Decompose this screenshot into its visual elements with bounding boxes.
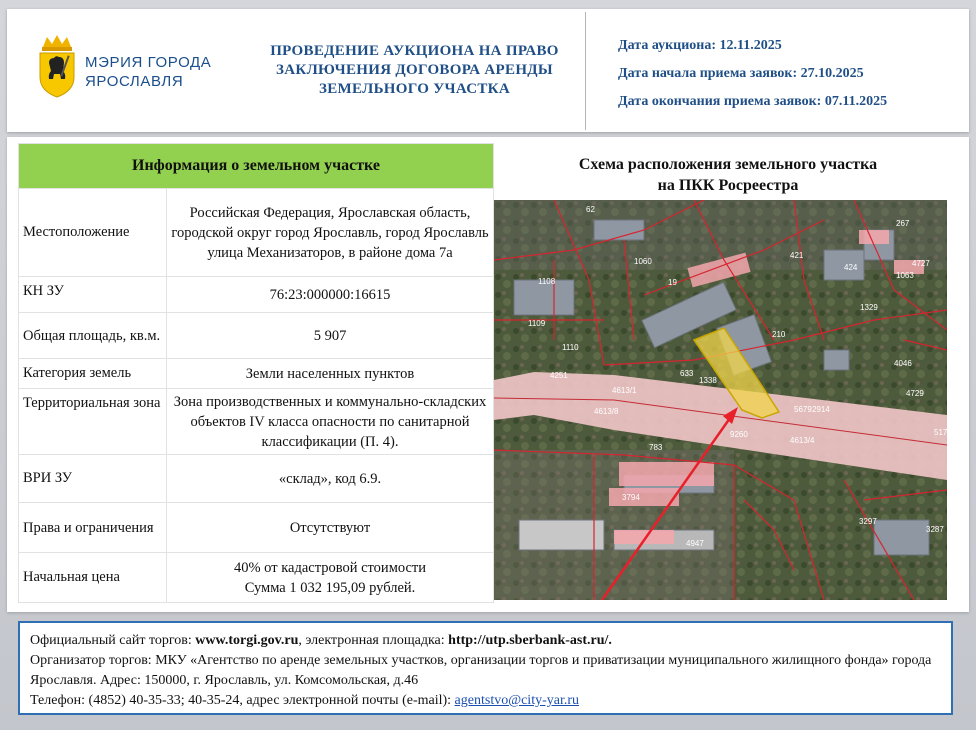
table-row <box>19 277 494 313</box>
map-label: 267 <box>896 219 910 228</box>
map-label: 783 <box>649 443 663 452</box>
map-label: 1110 <box>562 343 579 352</box>
row-label: Категория земель <box>19 359 167 389</box>
logo-line2: ЯРОСЛАВЛЯ <box>85 73 184 90</box>
map-label: 5679 <box>794 405 812 414</box>
map-label: 4727 <box>912 259 930 268</box>
cadastral-map <box>494 200 947 600</box>
page-title <box>247 42 582 99</box>
price-line2: Сумма 1 032 195,09 рублей. <box>244 579 416 596</box>
map-label: 424 <box>844 263 858 272</box>
row-label: Местоположение <box>19 189 167 277</box>
row-value: «склад», код 6.9. <box>167 455 494 503</box>
table-row <box>19 389 494 455</box>
table-row <box>19 313 494 359</box>
row-value: 76:23:000000:16615 <box>167 277 494 313</box>
row-value: Отсутствуют <box>167 503 494 553</box>
map-label: 2914 <box>812 405 830 414</box>
row-value: Земли населенных пунктов <box>167 359 494 389</box>
logo-line1: МЭРИЯ ГОРОДА <box>85 54 212 71</box>
coat-of-arms-icon <box>35 33 79 99</box>
torgi-site-link[interactable]: www.torgi.gov.ru <box>195 633 299 648</box>
footer-phone: Телефон: (4852) 40-35-33; 40-35-24, адрес электронной почты (e-mail): <box>30 693 455 708</box>
map-label: 517 <box>934 428 947 437</box>
map-label: 4251 <box>550 371 568 380</box>
map-image <box>494 200 947 600</box>
row-value <box>167 553 494 603</box>
map-label: 3297 <box>859 517 877 526</box>
header <box>7 9 969 132</box>
map-label: 1063 <box>896 271 914 280</box>
footer-organizer: Организатор торгов: МКУ «Агентство по аренде земельных участков, организации торгов и приватизации муниципального жилищного фонда» города Ярославля. Адрес: 150000, г. Ярославль, ул. Комсомольская, д.46 <box>30 653 932 688</box>
table-row <box>19 553 494 603</box>
table-row <box>19 189 494 277</box>
row-label: КН ЗУ <box>19 277 167 313</box>
map-label: 1060 <box>634 257 652 266</box>
map-label: 1109 <box>528 319 546 328</box>
footer-line1 <box>30 631 951 651</box>
map-label: 9260 <box>730 430 748 439</box>
table-header-row <box>19 144 494 189</box>
map-label: 3287 <box>926 525 944 534</box>
platform-link[interactable]: http://utp.sberbank-ast.ru/. <box>448 633 612 648</box>
map-label: 62 <box>586 205 595 214</box>
end-date: Дата окончания приема заявок: 07.11.2025 <box>618 94 888 109</box>
row-value: 5 907 <box>167 313 494 359</box>
title-line3: ЗЕМЕЛЬНОГО УЧАСТКА <box>319 81 510 97</box>
table-row <box>19 503 494 553</box>
map-label: 421 <box>790 251 804 260</box>
row-value: Российская Федерация, Ярославская область, городской округ город Ярославль, город Ярославль улица Механизаторов, в районе дома 7а <box>167 189 494 277</box>
dates-block <box>618 36 887 120</box>
info-table <box>18 143 494 603</box>
start-date: Дата начала приема заявок: 27.10.2025 <box>618 66 864 81</box>
email-link[interactable]: agentstvo@city-yar.ru <box>454 693 580 708</box>
row-label: ВРИ ЗУ <box>19 455 167 503</box>
map-label: 4947 <box>686 539 704 548</box>
map-label: 3794 <box>622 493 640 502</box>
footer-line3 <box>30 691 951 711</box>
map-label: 4729 <box>906 389 924 398</box>
footer-site-prefix: Официальный сайт торгов: <box>30 633 196 648</box>
row-label: Территориальная зона <box>19 389 167 455</box>
title-line2: ЗАКЛЮЧЕНИЯ ДОГОВОРА АРЕНДЫ <box>276 62 553 78</box>
row-value: Зона производственных и коммунально-складских объектов IV класса опасности по санитарной классификации (П. 4). <box>167 389 494 455</box>
auction-date: Дата аукциона: 12.11.2025 <box>618 38 782 53</box>
map-label: 4613/1 <box>612 386 637 395</box>
row-label: Права и ограничения <box>19 503 167 553</box>
footer-platform-prefix: , электронная площадка: <box>298 633 449 648</box>
main-card <box>7 137 969 612</box>
info-heading: Информация о земельном участке <box>19 144 494 189</box>
row-label: Общая площадь, кв.м. <box>19 313 167 359</box>
map-label: 633 <box>680 369 694 378</box>
scheme-title-line2: на ПКК Росреестра <box>657 177 799 194</box>
scheme-title-line1: Схема расположения земельного участка <box>578 156 878 173</box>
map-label: 1338 <box>699 376 717 385</box>
map-label: 19 <box>668 278 677 287</box>
table-row <box>19 359 494 389</box>
map-label: 4613/4 <box>790 436 815 445</box>
table-row <box>19 455 494 503</box>
map-label: 4613/8 <box>594 407 619 416</box>
map-label: 210 <box>772 330 786 339</box>
title-line1: ПРОВЕДЕНИЕ АУКЦИОНА НА ПРАВО <box>270 43 559 59</box>
map-label: 4046 <box>894 359 912 368</box>
footer-contacts <box>18 621 953 715</box>
header-divider <box>585 12 586 130</box>
map-label: 1108 <box>538 277 556 286</box>
scheme-title <box>505 154 951 196</box>
price-line1: 40% от кадастровой стоимости <box>233 559 427 576</box>
row-label: Начальная цена <box>19 553 167 603</box>
map-label: 1329 <box>860 303 878 312</box>
logo <box>35 33 235 103</box>
